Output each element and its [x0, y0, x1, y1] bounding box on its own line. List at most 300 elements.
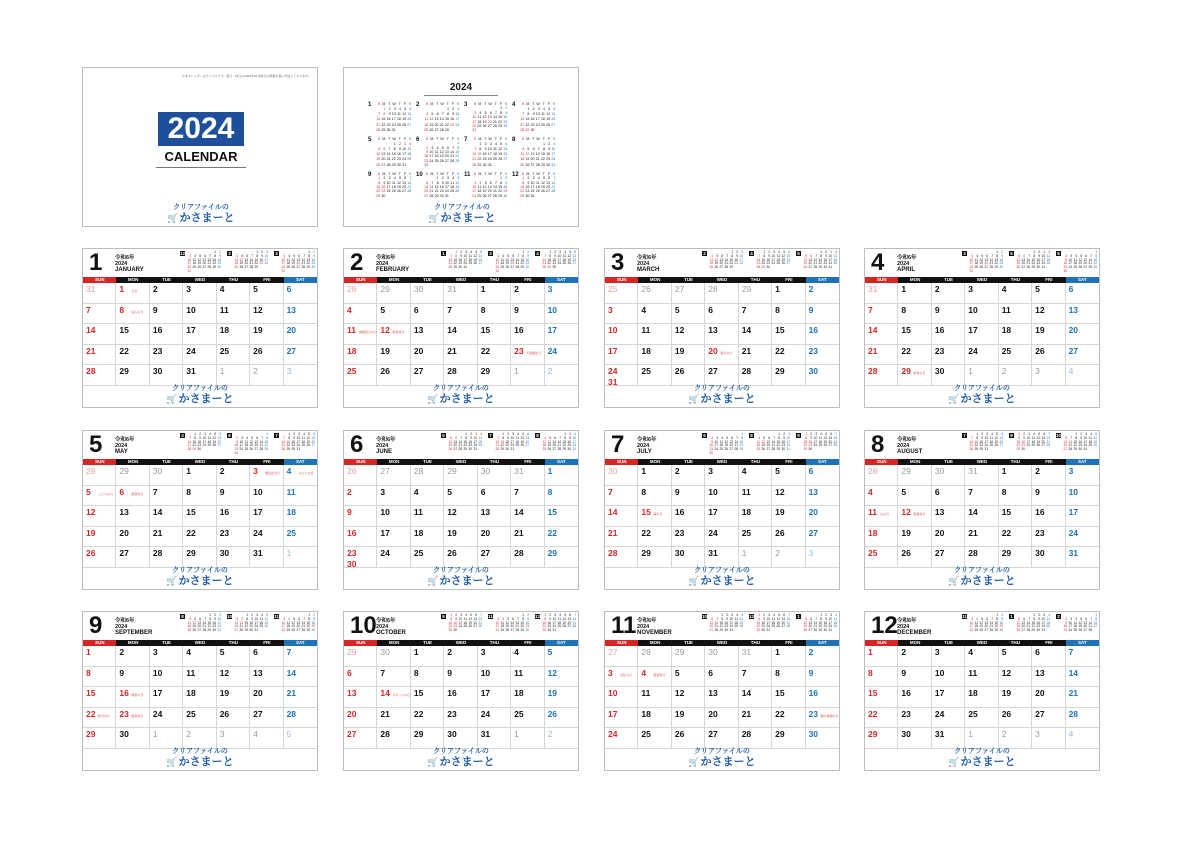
day-cell — [999, 365, 1032, 386]
weekday-thu: THU — [739, 640, 772, 646]
day-cell — [444, 365, 477, 386]
day-number: 15 — [119, 325, 129, 336]
day-number: 2 — [152, 284, 158, 294]
weekday-fri: FRI — [1032, 459, 1065, 465]
day-number: 4 — [186, 647, 192, 657]
day-number: 16 — [901, 688, 911, 699]
month-meta — [115, 255, 144, 273]
day-number: 24 — [608, 729, 618, 740]
month-number: 10 — [350, 612, 377, 639]
logo-tagline: クリアファイルの — [954, 748, 1010, 755]
day-number: 31 — [186, 366, 196, 377]
month-name: JUNE — [376, 449, 393, 455]
day-number: 30 — [152, 366, 163, 377]
adjacent-month — [180, 614, 221, 633]
day-cell — [898, 728, 931, 749]
brand-logo — [344, 385, 578, 405]
adjacent-month-number: 1 — [797, 614, 800, 619]
day-cell — [344, 667, 377, 688]
adjacent-month — [749, 433, 790, 456]
overview-month — [464, 137, 510, 168]
adjacent-months — [702, 433, 837, 456]
day-number: 11 — [286, 486, 296, 497]
day-cell — [739, 728, 772, 749]
day-number: 6 — [708, 667, 714, 678]
day-cell — [672, 324, 705, 345]
day-cell — [116, 728, 149, 749]
weekday-wed: WED — [965, 640, 998, 646]
day-cell — [638, 465, 671, 486]
weekday-sun: SUN — [83, 459, 116, 465]
day-cell — [411, 728, 444, 749]
day-cell — [1066, 687, 1099, 708]
day-cell — [116, 646, 149, 667]
day-cell — [999, 486, 1032, 507]
day-number: 10 — [608, 325, 618, 336]
year-label: 2024 — [897, 624, 910, 630]
cart-icon: 🛒 — [166, 394, 178, 404]
weekday-tue: TUE — [672, 459, 705, 465]
day-number: 9 — [447, 667, 453, 678]
day-number-extra: 31 — [608, 377, 618, 388]
day-number: 21 — [741, 708, 752, 719]
day-number: 17 — [547, 325, 558, 336]
day-number: 26 — [347, 466, 357, 476]
day-cell — [545, 506, 578, 527]
day-number: 10 — [186, 304, 196, 315]
day-cell — [344, 506, 377, 527]
adjacent-month-grid: 1 2 3 4 5 6 7 8 9 10 11 12 13 14 15 16 17 18 19 20 21 22 23 24 25 26 27 28 29 30 — [495, 613, 529, 633]
day-cell — [83, 324, 116, 345]
day-cell — [183, 345, 216, 366]
day-number: 14 — [741, 688, 752, 699]
day-cell — [672, 687, 705, 708]
day-number: 28 — [347, 284, 357, 294]
day-cell — [411, 486, 444, 507]
day-cell — [865, 486, 898, 507]
day-number: 6 — [1035, 647, 1040, 657]
day-cell — [1032, 486, 1065, 507]
day-number: 12 — [447, 507, 457, 518]
day-number: 4 — [413, 486, 419, 497]
adjacent-month-number: 10 — [1056, 433, 1062, 438]
day-number: 26 — [901, 548, 911, 559]
day-number: 9 — [934, 304, 940, 315]
day-number: 20 — [708, 345, 718, 356]
day-number: 2 — [447, 647, 453, 657]
day-cell — [932, 667, 965, 688]
day-number: 15 — [1001, 507, 1012, 518]
day-cell — [739, 708, 772, 729]
day-number: 1 — [547, 466, 553, 476]
day-number: 22 — [86, 708, 96, 719]
day-number: 12 — [380, 325, 390, 336]
day-cell — [965, 527, 998, 548]
day-cell — [250, 365, 283, 386]
day-number: 9 — [514, 304, 519, 315]
weekday-mon: MON — [638, 640, 671, 646]
day-number: 4 — [253, 729, 258, 740]
adjacent-month — [180, 433, 221, 456]
day-number: 2 — [1001, 729, 1007, 740]
day-cell — [965, 728, 998, 749]
holiday-label: 振替休日 — [653, 672, 666, 677]
day-number: 27 — [608, 647, 618, 657]
month-name: SEPTEMBER — [115, 630, 153, 636]
day-number: 11 — [641, 688, 651, 699]
adjacent-month-grid: 1 2 3 4 5 6 7 8 9 10 11 12 13 14 15 16 17 18 19 20 21 22 23 24 25 26 27 28 29 — [234, 250, 268, 270]
day-number: 12 — [1035, 304, 1045, 315]
day-number: 15 — [868, 688, 878, 699]
day-number: 16 — [347, 527, 357, 538]
adjacent-month — [962, 433, 1003, 452]
adjacent-month — [180, 251, 221, 274]
cart-icon: 🛒 — [688, 394, 700, 404]
day-cell — [932, 547, 965, 568]
weekday-sat: SAT — [806, 640, 839, 646]
day-cell — [1032, 667, 1065, 688]
day-cell — [377, 708, 410, 729]
adjacent-month — [1056, 614, 1097, 633]
day-cell — [183, 283, 216, 304]
day-number: 3 — [380, 486, 386, 497]
weekday-sat: SAT — [1066, 277, 1099, 283]
day-cell — [772, 728, 805, 749]
day-number: 3 — [219, 729, 225, 740]
day-cell — [898, 345, 931, 366]
day-cell — [411, 708, 444, 729]
day-cell — [705, 728, 738, 749]
weekday-tue: TUE — [932, 277, 965, 283]
adjacent-month — [441, 251, 482, 274]
cover-label: CALENDAR — [164, 149, 238, 164]
day-cell — [511, 667, 544, 688]
overview-month-grid: S M T W T F S 1 2 3 4 5 6 7 8 9 10 11 12 13 14 15 16 17 18 19 20 21 22 23 24 25 26 27 28 29 30 — [520, 102, 556, 132]
weekday-thu: THU — [217, 640, 250, 646]
day-number: 24 — [934, 708, 945, 719]
day-cell — [284, 506, 317, 527]
cart-icon: 🛒 — [427, 394, 439, 404]
day-cell — [932, 728, 965, 749]
month-panel-october — [343, 611, 579, 771]
day-cell — [739, 547, 772, 568]
day-cell — [638, 486, 671, 507]
overview-month — [512, 172, 558, 198]
day-number: 7 — [608, 486, 613, 497]
day-number: 6 — [253, 647, 258, 657]
day-grid — [865, 646, 1099, 749]
adjacent-month-number: 5 — [1010, 251, 1013, 256]
weekday-fri: FRI — [511, 277, 544, 283]
day-cell — [965, 365, 998, 386]
adjacent-month-grid: 1 2 3 4 5 6 7 8 9 10 11 12 13 14 15 16 17 18 19 20 21 22 23 24 25 26 27 28 29 30 31 — [448, 432, 482, 452]
holiday-label: 振替休日 — [131, 713, 144, 718]
day-number: 26 — [1001, 708, 1012, 719]
day-cell — [478, 345, 511, 366]
day-cell — [511, 506, 544, 527]
cart-icon: 🛒 — [166, 757, 178, 767]
day-cell — [605, 547, 638, 568]
day-cell — [545, 687, 578, 708]
day-number: 8 — [86, 667, 91, 678]
day-number: 13 — [347, 688, 357, 699]
logo-name: かさまーと — [439, 756, 495, 768]
day-cell — [638, 708, 671, 729]
day-cell — [545, 486, 578, 507]
year-label: 2024 — [897, 261, 910, 267]
day-cell — [705, 646, 738, 667]
day-cell — [116, 324, 149, 345]
adjacent-month-grid: 1 2 3 4 5 6 7 8 9 10 11 12 13 14 15 16 17 18 19 20 21 22 23 24 25 26 27 28 29 30 31 — [969, 432, 1003, 452]
day-cell — [284, 304, 317, 325]
day-cell — [806, 324, 839, 345]
day-number: 29 — [901, 466, 911, 476]
day-number: 8 — [868, 667, 873, 678]
day-cell — [1032, 687, 1065, 708]
day-cell — [999, 646, 1032, 667]
month-number: 1 — [89, 249, 103, 276]
day-cell — [605, 465, 638, 486]
day-number: 12 — [547, 667, 558, 678]
day-cell — [250, 708, 283, 729]
weekday-tue: TUE — [672, 277, 705, 283]
day-cell — [1066, 345, 1099, 366]
day-cell — [605, 486, 638, 507]
day-number: 14 — [514, 507, 524, 518]
logo-name: かさまーと — [960, 393, 1016, 405]
day-cell — [478, 506, 511, 527]
day-number: 21 — [86, 345, 96, 356]
overview-month-number: 4 — [512, 102, 516, 108]
day-cell — [183, 547, 216, 568]
month-meta — [897, 618, 931, 636]
day-cell — [377, 646, 410, 667]
day-cell — [116, 283, 149, 304]
day-cell — [739, 465, 772, 486]
adjacent-months — [702, 614, 837, 633]
brand-logo — [83, 567, 317, 587]
day-number: 23 — [347, 548, 357, 559]
day-cell — [898, 365, 931, 386]
day-number: 15 — [480, 325, 491, 336]
adjacent-month — [1056, 433, 1097, 452]
day-cell — [965, 687, 998, 708]
day-number: 13 — [708, 688, 718, 699]
day-number: 30 — [480, 466, 491, 476]
day-number: 3 — [608, 304, 613, 315]
day-number: 30 — [934, 466, 945, 476]
day-number: 15 — [775, 325, 785, 336]
day-number: 21 — [968, 527, 978, 538]
day-cell — [83, 365, 116, 386]
day-number: 26 — [447, 548, 457, 559]
day-cell — [705, 465, 738, 486]
day-number: 25 — [186, 708, 196, 719]
adjacent-month-grid: 1 2 3 4 5 6 7 8 9 10 11 12 13 14 15 16 17 18 19 20 21 22 23 24 25 26 27 28 29 30 — [1063, 250, 1097, 273]
day-cell — [344, 304, 377, 325]
day-cell — [511, 345, 544, 366]
weekday-thu: THU — [999, 640, 1032, 646]
day-number: 28 — [741, 729, 752, 740]
day-number: 6 — [286, 284, 292, 294]
day-cell — [150, 687, 183, 708]
overview-month-grid: S M T W T F S 1 2 3 4 5 6 7 8 9 10 11 12 13 14 15 16 17 18 19 20 21 22 23 24 25 26 27 28 29 30 31 — [376, 102, 412, 132]
day-number: 9 — [901, 667, 907, 678]
logo-name: かさまーと — [960, 756, 1016, 768]
day-number: 25 — [968, 708, 978, 719]
weekday-thu: THU — [217, 277, 250, 283]
day-cell — [511, 646, 544, 667]
day-number: 26 — [775, 527, 785, 538]
day-number: 19 — [380, 345, 390, 356]
day-number: 19 — [901, 527, 911, 538]
weekday-sun: SUN — [605, 640, 638, 646]
day-cell — [638, 506, 671, 527]
day-cell — [444, 708, 477, 729]
adjacent-month — [535, 433, 576, 452]
day-number: 3 — [1035, 729, 1040, 740]
day-number: 7 — [86, 304, 91, 315]
day-cell — [444, 304, 477, 325]
day-number: 26 — [253, 345, 263, 356]
day-cell — [739, 667, 772, 688]
month-number: 6 — [350, 431, 364, 458]
day-number: 13 — [708, 325, 718, 336]
day-number: 9 — [1035, 486, 1040, 497]
day-number: 8 — [775, 667, 780, 678]
adjacent-month-number: 4 — [536, 251, 539, 256]
day-cell — [217, 506, 250, 527]
day-number: 27 — [708, 366, 718, 377]
day-number: 26 — [380, 366, 390, 377]
day-cell — [865, 728, 898, 749]
adjacent-month-grid: 1 2 3 4 5 6 7 8 9 10 11 12 13 14 15 16 17 18 19 20 21 22 23 24 25 26 27 28 29 30 31 — [709, 613, 743, 633]
weekday-wed: WED — [965, 277, 998, 283]
day-cell — [898, 646, 931, 667]
day-cell — [344, 547, 377, 568]
day-number: 25 — [413, 548, 424, 559]
day-number: 11 — [968, 667, 978, 678]
day-cell — [1066, 667, 1099, 688]
day-cell — [865, 708, 898, 729]
weekday-wed: WED — [705, 277, 738, 283]
day-cell — [411, 324, 444, 345]
day-number: 20 — [934, 527, 945, 538]
day-number: 23 — [219, 527, 230, 538]
day-number: 4 — [868, 486, 873, 497]
weekday-sun: SUN — [83, 277, 116, 283]
day-cell — [217, 324, 250, 345]
holiday-label: 建国記念の日 — [359, 330, 378, 335]
weekday-fri: FRI — [511, 459, 544, 465]
adjacent-month — [535, 251, 576, 274]
logo-name: かさまーと — [700, 756, 756, 768]
day-cell — [965, 283, 998, 304]
day-number: 23 — [152, 345, 163, 356]
day-cell — [898, 667, 931, 688]
day-cell — [965, 667, 998, 688]
weekday-tue: TUE — [932, 640, 965, 646]
day-number: 4 — [741, 466, 747, 476]
day-cell — [344, 687, 377, 708]
adjacent-month-grid: 1 2 3 4 5 6 7 8 9 10 11 12 13 14 15 16 17 18 19 20 21 22 23 24 25 26 27 28 29 30 — [234, 432, 268, 455]
adjacent-month — [749, 251, 790, 270]
adjacent-month — [749, 614, 790, 633]
day-cell — [672, 506, 705, 527]
adjacent-month-number: 12 — [180, 251, 186, 256]
logo-name: かさまーと — [440, 212, 496, 224]
day-cell — [511, 708, 544, 729]
day-cell — [217, 708, 250, 729]
weekday-fri: FRI — [1032, 640, 1065, 646]
day-number: 9 — [808, 667, 814, 678]
adjacent-months — [180, 433, 315, 456]
day-cell — [217, 667, 250, 688]
month-number: 11 — [611, 612, 637, 639]
day-cell — [444, 283, 477, 304]
weekday-tue: TUE — [672, 640, 705, 646]
day-cell — [217, 465, 250, 486]
overview-month-number: 5 — [368, 136, 372, 143]
adjacent-month — [488, 251, 529, 274]
day-cell — [183, 708, 216, 729]
adjacent-month-grid: 1 2 3 4 5 6 7 8 9 10 11 12 13 14 15 16 17 18 19 20 21 22 23 24 25 26 27 28 29 30 31 — [234, 613, 268, 633]
day-cell — [545, 324, 578, 345]
day-number: 29 — [413, 729, 424, 740]
adjacent-month — [962, 614, 1003, 633]
day-number: 29 — [901, 366, 911, 377]
day-cell — [1066, 365, 1099, 386]
day-grid — [344, 646, 578, 749]
logo-name: かさまーと — [178, 756, 234, 768]
day-number: 15 — [547, 507, 558, 518]
logo-name: かさまーと — [960, 575, 1016, 587]
day-number: 5 — [674, 304, 680, 315]
day-cell — [217, 486, 250, 507]
day-cell — [444, 687, 477, 708]
month-name: NOVEMBER — [637, 630, 672, 636]
day-number: 20 — [1035, 688, 1045, 699]
day-cell — [217, 547, 250, 568]
month-meta — [376, 618, 406, 636]
day-cell — [739, 345, 772, 366]
day-number: 6 — [480, 486, 486, 497]
day-cell — [511, 687, 544, 708]
logo-tagline: クリアファイルの — [694, 385, 750, 392]
holiday-label: 元日 — [131, 289, 138, 293]
era-label: 令和6年 — [637, 618, 657, 624]
day-number: 27 — [480, 548, 491, 559]
logo-tagline: クリアファイルの — [173, 204, 229, 211]
day-number: 3 — [547, 284, 553, 294]
day-cell — [1066, 646, 1099, 667]
day-number: 23 — [808, 708, 819, 719]
overview-month-number: 9 — [368, 171, 372, 178]
weekday-mon: MON — [898, 277, 931, 283]
day-cell — [377, 283, 410, 304]
day-cell — [284, 547, 317, 568]
adjacent-month — [227, 433, 268, 456]
day-number: 28 — [152, 548, 163, 559]
day-number: 18 — [741, 507, 752, 518]
day-cell — [377, 365, 410, 386]
day-number: 3 — [152, 647, 158, 657]
day-number: 11 — [186, 667, 196, 678]
day-cell — [183, 667, 216, 688]
day-number: 23 — [808, 345, 819, 356]
brand-logo — [422, 204, 502, 224]
day-number: 11 — [868, 507, 877, 518]
